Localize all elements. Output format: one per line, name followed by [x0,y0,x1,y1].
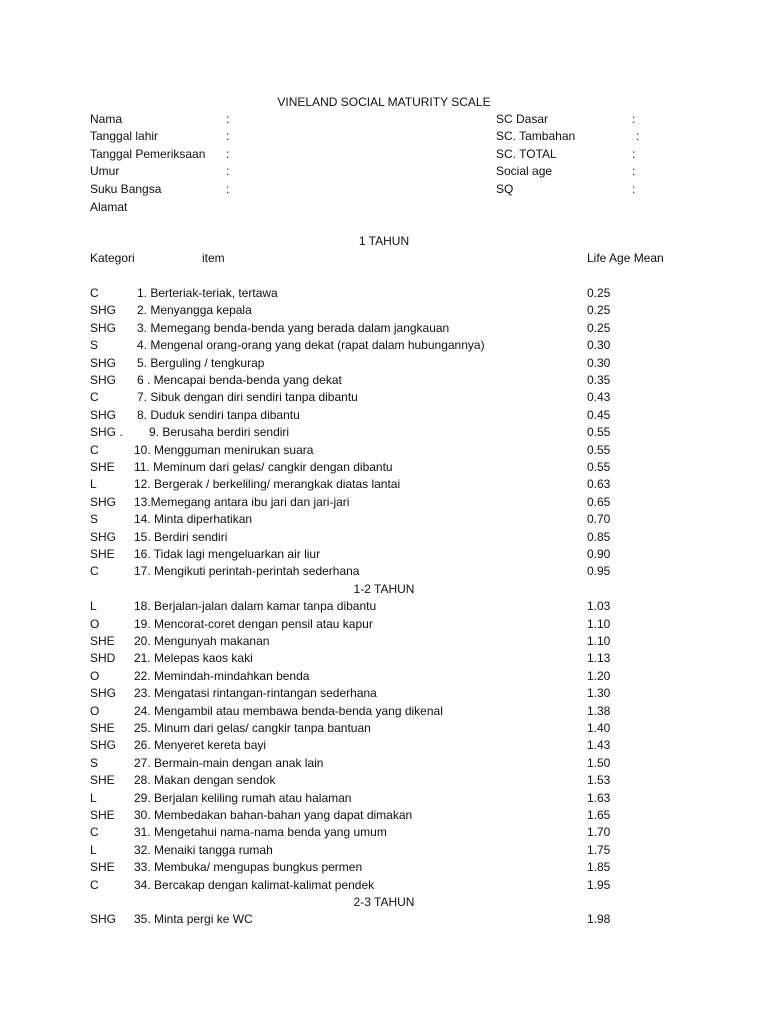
row-category: SHD [90,651,116,666]
row-category: SHE [90,460,115,474]
row-life-age-mean: 1.10 [587,616,611,631]
row-category: S [90,755,99,770]
table-row [0,563,768,580]
row-item-text: 28. Makan dengan sendok [134,773,276,788]
row-category: C [90,825,99,840]
field-colon: : [636,129,640,143]
row-life-age-mean: 0.95 [587,564,611,579]
row-life-age-mean: 0.25 [587,320,611,335]
field-colon: : [226,147,230,161]
field-label-nama: Nama [90,112,123,126]
field-colon: : [632,147,636,161]
field-label-social-age: Social age [496,164,553,178]
row-category: C [90,564,99,579]
table-row [0,859,768,876]
table-row [0,407,768,424]
table-row [0,703,768,720]
row-life-age-mean: 1.40 [587,721,611,735]
row-item-text: 32. Menaiki tangga rumah [134,842,273,857]
row-category: SHE [90,634,115,648]
row-category: C [90,877,99,892]
row-life-age-mean: 1.43 [587,738,611,753]
table-row [0,824,768,841]
row-life-age-mean: 0.25 [587,303,611,318]
row-category: SHG [90,355,117,370]
field-label-tanggal-lahir: Tanggal lahir [90,129,159,143]
row-life-age-mean: 1.85 [587,860,611,875]
table-row [0,442,768,459]
row-life-age-mean: 1.95 [587,877,611,892]
table-row [0,737,768,754]
column-header-item: item [202,251,225,265]
row-item-text: 18. Berjalan-jalan dalam kamar tanpa dibantu [134,599,377,614]
row-life-age-mean: 0.35 [587,373,611,387]
row-life-age-mean: 0.70 [587,512,611,527]
row-life-age-mean: 1.13 [587,651,611,666]
row-category: SHE [90,773,115,788]
table-row [0,650,768,667]
row-life-age-mean: 0.85 [587,529,611,544]
table-row [0,755,768,772]
field-label-suku-bangsa: Suku Bangsa [90,182,162,196]
field-label-sc-dasar: SC Dasar [496,112,549,126]
row-category: SHE [90,721,115,735]
section-title-1-tahun: 1 TAHUN [358,234,410,248]
row-item-text: 5. Berguling / tengkurap [137,355,265,370]
row-category: SHG [90,912,117,927]
row-item-text: 2. Menyangga kepala [137,303,252,318]
row-category: SHE [90,808,115,822]
row-category: SHG [90,529,117,544]
table-row [0,494,768,511]
row-item-text: 30. Membedakan bahan-bahan yang dapat dimakan [134,808,413,822]
row-category: SHG [90,494,117,509]
row-category: L [90,599,97,614]
row-life-age-mean: 0.45 [587,407,611,422]
document-title: VINELAND SOCIAL MATURITY SCALE [277,95,491,109]
row-item-text: 20. Mengunyah makanan [134,634,270,648]
row-life-age-mean: 1.75 [587,842,611,857]
row-item-text: 35. Minta pergi ke WC [134,912,253,927]
row-life-age-mean: 1.98 [587,912,611,927]
row-item-text: 22. Memindah-mindahkan benda [134,668,310,683]
row-item-text: 8. Duduk sendiri tanpa dibantu [137,407,300,422]
row-item-text: 14. Minta diperhatikan [134,512,253,527]
row-category: L [90,842,97,857]
row-category: O [90,668,100,683]
table-row [0,546,768,563]
row-item-text: 1. Berteriak-teriak, tertawa [137,286,278,300]
row-category: O [90,616,100,631]
row-item-text: 10. Mengguman menirukan suara [134,442,314,457]
table-row [0,320,768,337]
field-colon: : [632,182,636,196]
row-item-text: 21. Melepas kaos kaki [134,651,253,666]
table-row [0,355,768,372]
table-row [0,633,768,650]
row-item-text: 23. Mengatasi rintangan-rintangan sederhana [134,686,377,701]
row-category: SHG [90,373,117,387]
table-row [0,877,768,894]
row-life-age-mean: 0.30 [587,338,611,353]
table-row [0,772,768,789]
row-item-text: 24. Mengambil atau membawa benda-benda yang dikenal [134,703,443,718]
table-row [0,842,768,859]
row-item-text: 17. Mengikuti perintah-perintah sederhana [134,564,360,579]
row-life-age-mean: 0.90 [587,547,611,561]
row-life-age-mean: 1.70 [587,825,611,840]
table-row [0,529,768,546]
row-life-age-mean: 0.55 [587,442,611,457]
table-row [0,302,768,319]
row-category: SHE [90,860,115,875]
row-item-text: 15. Berdiri sendiri [134,529,228,544]
section-title-2-3-tahun: 2-3 TAHUN [353,895,415,909]
row-item-text: 6 . Mencapai benda-benda yang dekat [137,373,342,387]
table-row [0,424,768,441]
table-row [0,285,768,302]
row-item-text: 16. Tidak lagi mengeluarkan air liur [134,547,321,561]
table-row [0,616,768,633]
row-item-text: 7. Sibuk dengan diri sendiri tanpa dibantu [137,390,358,405]
table-row [0,372,768,389]
row-life-age-mean: 1.03 [587,599,611,614]
row-life-age-mean: 1.20 [587,668,611,683]
table-row [0,807,768,824]
field-colon: : [226,182,230,196]
table-row [0,911,768,928]
table-row [0,598,768,615]
field-colon: : [632,112,636,126]
table-row [0,511,768,528]
table-row [0,668,768,685]
table-row [0,459,768,476]
field-label-sq: SQ [496,182,514,196]
row-item-text: 9. Berusaha berdiri sendiri [149,425,290,440]
row-category: L [90,477,97,492]
row-life-age-mean: 1.10 [587,634,611,648]
row-item-text: 4. Mengenal orang-orang yang dekat (rapat dalam hubungannya) [137,338,485,353]
row-category: SHG . [90,425,123,440]
row-life-age-mean: 1.53 [587,773,611,788]
field-label-alamat: Alamat [90,200,128,214]
table-row [0,337,768,354]
row-life-age-mean: 1.38 [587,703,611,718]
row-category: SHG [90,303,117,318]
row-item-text: 29. Berjalan keliling rumah atau halaman [134,790,352,805]
row-category: L [90,790,97,805]
column-header-life-age-mean: Life Age Mean [587,251,664,265]
field-label-umur: Umur [90,164,120,178]
row-category: SHG [90,407,117,422]
row-item-text: 34. Bercakap dengan kalimat-kalimat pendek [134,877,375,892]
row-item-text: 31. Mengetahui nama-nama benda yang umum [134,825,387,840]
row-life-age-mean: 1.50 [587,755,611,770]
row-item-text: 33. Membuka/ mengupas bungkus permen [134,860,363,875]
row-category: C [90,442,99,457]
table-row [0,720,768,737]
table-row [0,389,768,406]
section-title-1-2-tahun: 1-2 TAHUN [353,581,415,596]
row-life-age-mean: 1.65 [587,808,611,822]
row-life-age-mean: 0.63 [587,477,611,492]
field-colon: : [226,129,230,143]
row-category: SHE [90,547,115,561]
row-category: SHG [90,738,117,753]
row-category: O [90,703,100,718]
row-item-text: 12. Bergerak / berkeliling/ merangkak diatas lantai [134,477,401,492]
table-row [0,790,768,807]
row-item-text: 13.Memegang antara ibu jari dan jari-jari [134,494,350,509]
field-label-tanggal-pemeriksaan: Tanggal Pemeriksaan [90,147,206,161]
row-item-text: 3. Memegang benda-benda yang berada dalam jangkauan [137,320,450,335]
row-life-age-mean: 1.30 [587,686,611,701]
row-item-text: 27. Bermain-main dengan anak lain [134,755,324,770]
row-item-text: 25. Minum dari gelas/ cangkir tanpa bantuan [134,721,371,735]
column-header-kategori: Kategori [90,251,135,265]
row-life-age-mean: 0.25 [587,286,611,300]
row-life-age-mean: 0.55 [587,425,611,440]
row-category: S [90,512,99,527]
table-row [0,476,768,493]
field-colon: : [226,112,230,126]
row-category: S [90,338,99,353]
field-label-sc-tambahan: SC. Tambahan [496,129,576,143]
field-colon: : [632,164,636,178]
row-life-age-mean: 1.63 [587,790,611,805]
row-item-text: 11. Meminum dari gelas/ cangkir dengan dibantu [134,460,393,474]
row-category: C [90,286,99,300]
row-life-age-mean: 0.30 [587,355,611,370]
row-life-age-mean: 0.43 [587,390,611,405]
row-item-text: 26. Menyeret kereta bayi [134,738,267,753]
row-life-age-mean: 0.65 [587,494,611,509]
table-row [0,685,768,702]
row-item-text: 19. Mencorat-coret dengan pensil atau kapur [134,616,373,631]
row-life-age-mean: 0.55 [587,460,611,474]
field-colon: : [226,164,230,178]
row-category: SHG [90,686,117,701]
row-category: C [90,390,99,405]
field-label-sc-total: SC. TOTAL [496,147,557,161]
row-category: SHG [90,320,117,335]
